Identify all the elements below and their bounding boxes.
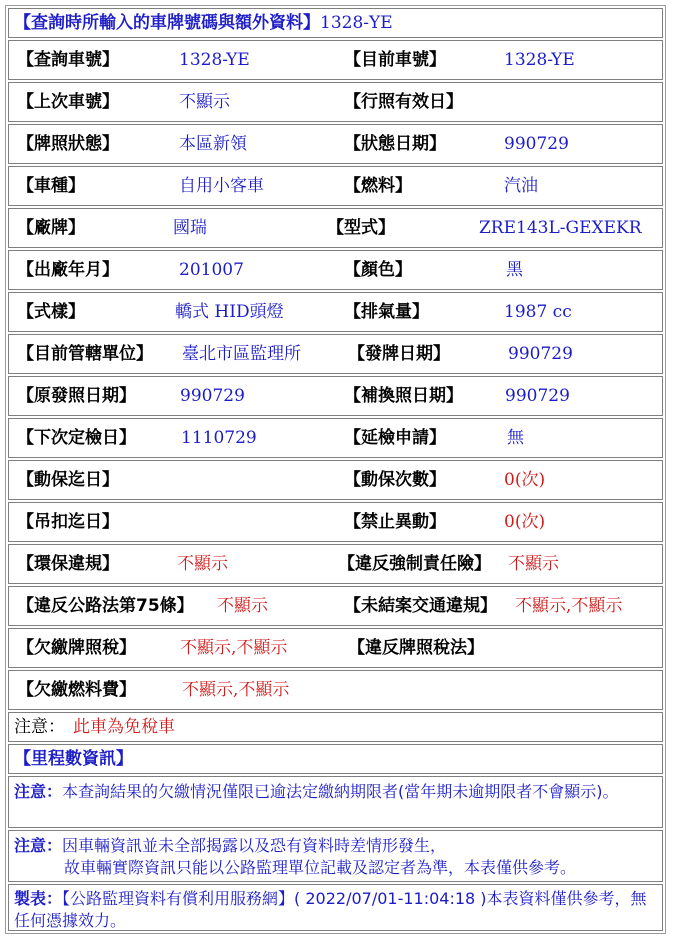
note-label: 注意： <box>14 782 63 801</box>
note-arrears-text <box>14 781 654 803</box>
note-line-1: 因車輛資訊並未全部揭露以及恐有資料時差情形發生， <box>62 836 447 855</box>
footer-timestamp: ( 2022/07/01-11:04:18 ) <box>294 889 487 908</box>
row-label-left: 【原發照日期】 <box>17 386 136 406</box>
footer-note: 本表資料僅供參考，無任何憑據效力。 <box>14 889 647 930</box>
row-value-right: 不顯示 <box>508 554 559 574</box>
row-label-right: 【違反牌照稅法】 <box>348 638 484 658</box>
row-label-right: 【行照有效日】 <box>344 92 463 112</box>
info-row <box>8 334 663 374</box>
row-value-left: 1110729 <box>181 428 257 448</box>
row-label-left: 【違反公路法第75條】 <box>17 596 194 616</box>
note-disclaimer <box>8 830 663 882</box>
info-row <box>8 586 663 626</box>
row-label-right: 【顏色】 <box>344 260 412 280</box>
row-label-left: 【目前管轄單位】 <box>17 344 153 364</box>
row-value-left: 990729 <box>180 386 245 406</box>
row-value-left: 不顯示 <box>177 554 228 574</box>
row-value-right: 無 <box>507 428 524 448</box>
info-row <box>8 208 663 248</box>
row-value-right: 汽油 <box>504 176 538 196</box>
notice-text: 此車為免稅車 <box>73 717 175 737</box>
note-body: 本查詢結果的欠繳情況僅限已逾法定繳納期限者(當年期未逾期限者不會顯示)。 <box>62 782 619 801</box>
row-label-left: 【牌照狀態】 <box>17 134 119 154</box>
note-arrears <box>8 776 663 828</box>
row-value-right: 0(次) <box>504 512 546 532</box>
row-value-left: 自用小客車 <box>179 176 264 196</box>
info-row <box>8 670 663 710</box>
row-label-right: 【補換照日期】 <box>344 386 463 406</box>
row-value-left: 不顯示 <box>179 92 230 112</box>
info-row <box>8 502 663 542</box>
footer-text <box>14 888 654 932</box>
footer <box>8 884 663 931</box>
note-label: 注意： <box>14 836 63 855</box>
row-value-left: 1328-YE <box>179 50 250 70</box>
row-label-left: 【上次車號】 <box>17 92 119 112</box>
row-label-left: 【式樣】 <box>17 302 85 322</box>
row-value-right: 990729 <box>505 386 570 406</box>
row-label-right: 【燃料】 <box>344 176 412 196</box>
row-label-left: 【吊扣迄日】 <box>17 512 119 532</box>
title-prefix: 【查詢時所輸入的車牌號碼與額外資料】 <box>14 13 320 33</box>
note-line-2: 故車輛實際資訊只能以公路監理單位記載及認定者為準，本表僅供參考。 <box>64 858 577 877</box>
footer-source: 【公路監理資料有償利用服務網】 <box>62 889 295 908</box>
row-value-right: 1987 cc <box>504 302 572 322</box>
row-label-left: 【查詢車號】 <box>17 50 119 70</box>
mileage-title: 【里程數資訊】 <box>14 749 133 769</box>
info-row <box>8 250 663 290</box>
vehicle-info-sheet <box>5 5 666 934</box>
row-label-right: 【延檢申請】 <box>344 428 446 448</box>
row-value-left: 不顯示 <box>217 596 268 616</box>
row-value-left: 201007 <box>179 260 244 280</box>
info-row <box>8 166 663 206</box>
notice-label: 注意： <box>14 717 65 737</box>
row-value-right: ZRE143L-GEXEKR <box>479 218 642 238</box>
row-label-right: 【未結案交通違規】 <box>344 596 497 616</box>
row-label-right: 【違反強制責任險】 <box>338 554 491 574</box>
row-value-left: 轎式 HID頭燈 <box>175 302 284 322</box>
row-label-left: 【車種】 <box>17 176 85 196</box>
row-label-left: 【下次定檢日】 <box>17 428 136 448</box>
info-row <box>8 628 663 668</box>
row-value-right: 1328-YE <box>504 50 575 70</box>
row-value-left: 本區新領 <box>179 134 247 154</box>
info-row <box>8 544 663 584</box>
row-value-right: 990729 <box>508 344 573 364</box>
row-value-right: 不顯示,不顯示 <box>515 596 623 616</box>
row-value-left: 不顯示,不顯示 <box>182 680 290 700</box>
row-label-left: 【欠繳燃料費】 <box>17 680 136 700</box>
row-label-right: 【發牌日期】 <box>348 344 450 364</box>
title-plate: 1328-YE <box>320 13 393 33</box>
row-value-right: 990729 <box>504 134 569 154</box>
row-label-left: 【出廠年月】 <box>17 260 119 280</box>
info-row <box>8 292 663 332</box>
row-label-right: 【動保次數】 <box>344 470 446 490</box>
row-label-left: 【廠牌】 <box>17 218 85 238</box>
row-value-right: 0(次) <box>504 470 546 490</box>
info-row <box>8 376 663 416</box>
info-row <box>8 460 663 500</box>
row-label-left: 【欠繳牌照稅】 <box>17 638 136 658</box>
header-row <box>8 8 663 38</box>
row-value-left: 不顯示,不顯示 <box>180 638 288 658</box>
info-row <box>8 418 663 458</box>
tax-exempt-notice <box>8 712 663 742</box>
mileage-section <box>8 744 663 774</box>
row-label-right: 【禁止異動】 <box>344 512 446 532</box>
note-disclaimer-text <box>14 835 654 879</box>
row-value-right: 黑 <box>506 260 523 280</box>
row-label-left: 【動保迄日】 <box>17 470 119 490</box>
info-row <box>8 40 663 80</box>
row-label-right: 【排氣量】 <box>344 302 429 322</box>
row-label-right: 【狀態日期】 <box>344 134 446 154</box>
row-label-left: 【環保違規】 <box>17 554 119 574</box>
row-label-right: 【型式】 <box>327 218 395 238</box>
footer-label: 製表： <box>14 889 63 908</box>
row-label-right: 【目前車號】 <box>344 50 446 70</box>
page-title <box>14 13 393 33</box>
info-row <box>8 124 663 164</box>
info-row <box>8 82 663 122</box>
row-value-left: 國瑞 <box>173 218 207 238</box>
row-value-left: 臺北市區監理所 <box>182 344 301 364</box>
